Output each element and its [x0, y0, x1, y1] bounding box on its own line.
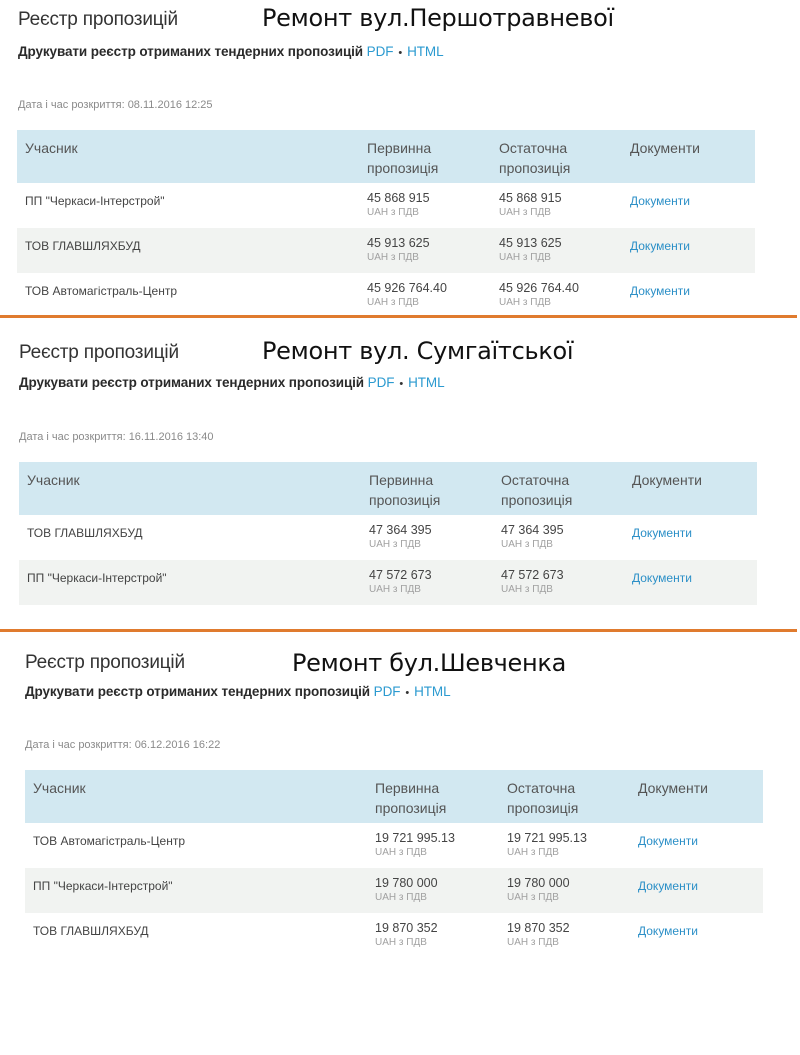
final-offer: [499, 281, 579, 310]
final-amount: 45 868 915: [499, 191, 562, 205]
registry-title: Реєстр пропозицій: [18, 9, 178, 30]
registry-title: Реєстр пропозицій: [25, 652, 185, 673]
print-registry-line: [25, 684, 451, 699]
project-title: Ремонт вул. Сумгаїтської: [262, 337, 574, 365]
final-amount: 45 913 625: [499, 236, 562, 250]
section-divider: [0, 629, 797, 632]
table-header: [19, 462, 757, 515]
open-date: Дата і час розкриття: 06.12.2016 16:22: [25, 739, 221, 751]
column-participant: Учасник: [33, 780, 86, 796]
participant-name: ТОВ Автомагістраль-Центр: [33, 834, 186, 848]
documents-link[interactable]: Документи: [638, 834, 698, 848]
initial-amount: 19 721 995.13: [375, 831, 455, 845]
bids-table: [17, 130, 755, 318]
currency-note: UAH з ПДВ: [367, 207, 419, 218]
tender-section-2: [0, 330, 800, 630]
currency-note: UAH з ПДВ: [369, 584, 421, 595]
initial-offer: [369, 523, 432, 552]
print-registry-line: [18, 44, 444, 59]
table-row: [17, 228, 755, 273]
column-initial-offer: [367, 138, 438, 178]
pdf-link[interactable]: PDF: [366, 44, 394, 59]
table-row: [25, 868, 763, 913]
participant-name: ТОВ ГЛАВШЛЯХБУД: [33, 924, 149, 938]
final-amount: 47 572 673: [501, 568, 564, 582]
initial-offer: [367, 191, 430, 220]
table-row: [17, 273, 755, 318]
column-initial-offer: [375, 778, 446, 818]
final-amount: 19 721 995.13: [507, 831, 587, 845]
final-offer: [507, 921, 570, 950]
tender-section-3: [0, 640, 800, 960]
currency-note: UAH з ПДВ: [507, 892, 559, 903]
column-participant: Учасник: [25, 140, 78, 156]
print-registry-label: Друкувати реєстр отриманих тендерних пропозицій: [19, 375, 365, 390]
participant-name: ТОВ ГЛАВШЛЯХБУД: [27, 526, 143, 540]
currency-note: UAH з ПДВ: [507, 937, 559, 948]
initial-offer: [367, 281, 447, 310]
documents-link[interactable]: Документи: [638, 879, 698, 893]
column-documents: Документи: [638, 780, 708, 796]
section-divider: [0, 315, 797, 318]
column-initial-line1: Первинна: [369, 472, 434, 488]
column-final-offer: [499, 138, 570, 178]
table-row: [17, 183, 755, 228]
documents-link[interactable]: Документи: [630, 239, 690, 253]
currency-note: UAH з ПДВ: [501, 584, 553, 595]
print-registry-label: Друкувати реєстр отриманих тендерних пропозицій: [18, 44, 364, 59]
currency-note: UAH з ПДВ: [507, 847, 559, 858]
documents-link[interactable]: Документи: [632, 526, 692, 540]
initial-offer: [375, 876, 438, 905]
currency-note: UAH з ПДВ: [499, 297, 551, 308]
participant-name: ПП "Черкаси-Інтерстрой": [27, 571, 167, 585]
tender-section-1: [0, 0, 800, 320]
final-amount: 45 926 764.40: [499, 281, 579, 295]
open-date: Дата і час розкриття: 16.11.2016 13:40: [19, 431, 214, 443]
bids-table: [25, 770, 763, 958]
participant-name: ТОВ Автомагістраль-Центр: [25, 284, 178, 298]
column-documents: Документи: [630, 140, 700, 156]
table-header: [25, 770, 763, 823]
final-offer: [499, 236, 562, 265]
participant-name: ТОВ ГЛАВШЛЯХБУД: [25, 239, 141, 253]
initial-amount: 47 364 395: [369, 523, 432, 537]
final-offer: [499, 191, 562, 220]
participant-name: ПП "Черкаси-Інтерстрой": [25, 194, 165, 208]
initial-offer: [375, 831, 455, 860]
initial-amount: 19 780 000: [375, 876, 438, 890]
participant-name: ПП "Черкаси-Інтерстрой": [33, 879, 173, 893]
table-row: [19, 515, 757, 560]
column-initial-line2: пропозиція: [367, 160, 439, 176]
html-link[interactable]: HTML: [407, 44, 444, 59]
pdf-link[interactable]: PDF: [373, 684, 401, 699]
column-initial-line2: пропозиція: [369, 492, 441, 508]
table-row: [25, 913, 763, 958]
html-link[interactable]: HTML: [408, 375, 445, 390]
currency-note: UAH з ПДВ: [499, 252, 551, 263]
documents-link[interactable]: Документи: [630, 194, 690, 208]
registry-title: Реєстр пропозицій: [19, 342, 179, 363]
final-offer: [501, 523, 564, 552]
documents-link[interactable]: Документи: [632, 571, 692, 585]
column-final-line1: Остаточна: [499, 140, 568, 156]
column-initial-line1: Первинна: [367, 140, 432, 156]
project-title: Ремонт вул.Першотравневої: [262, 4, 614, 32]
documents-link[interactable]: Документи: [630, 284, 690, 298]
column-final-offer: [501, 470, 572, 510]
bullet-separator: •: [398, 47, 403, 59]
table-row: [25, 823, 763, 868]
column-final-line1: Остаточна: [501, 472, 570, 488]
initial-amount: 19 870 352: [375, 921, 438, 935]
column-final-line2: пропозиція: [501, 492, 573, 508]
final-offer: [507, 831, 587, 860]
column-initial-offer: [369, 470, 440, 510]
initial-amount: 45 868 915: [367, 191, 430, 205]
documents-link[interactable]: Документи: [638, 924, 698, 938]
bullet-separator: •: [399, 378, 404, 390]
currency-note: UAH з ПДВ: [367, 297, 419, 308]
bids-table: [19, 462, 757, 605]
final-amount: 19 780 000: [507, 876, 570, 890]
currency-note: UAH з ПДВ: [499, 207, 551, 218]
final-offer: [507, 876, 570, 905]
open-date: Дата і час розкриття: 08.11.2016 12:25: [18, 99, 213, 111]
final-amount: 47 364 395: [501, 523, 564, 537]
initial-amount: 45 926 764.40: [367, 281, 447, 295]
bullet-separator: •: [405, 687, 410, 699]
column-initial-line2: пропозиція: [375, 800, 447, 816]
column-initial-line1: Первинна: [375, 780, 440, 796]
initial-offer: [375, 921, 438, 950]
column-final-offer: [507, 778, 578, 818]
final-offer: [501, 568, 564, 597]
project-title: Ремонт бул.Шевченка: [292, 649, 567, 677]
currency-note: UAH з ПДВ: [375, 937, 427, 948]
table-header: [17, 130, 755, 183]
print-registry-line: [19, 375, 445, 390]
currency-note: UAH з ПДВ: [367, 252, 419, 263]
column-documents: Документи: [632, 472, 702, 488]
currency-note: UAH з ПДВ: [369, 539, 421, 550]
initial-amount: 47 572 673: [369, 568, 432, 582]
pdf-link[interactable]: PDF: [367, 375, 395, 390]
currency-note: UAH з ПДВ: [375, 892, 427, 903]
currency-note: UAH з ПДВ: [375, 847, 427, 858]
html-link[interactable]: HTML: [414, 684, 451, 699]
initial-amount: 45 913 625: [367, 236, 430, 250]
final-amount: 19 870 352: [507, 921, 570, 935]
initial-offer: [367, 236, 430, 265]
column-final-line1: Остаточна: [507, 780, 576, 796]
column-participant: Учасник: [27, 472, 80, 488]
column-final-line2: пропозиція: [499, 160, 571, 176]
table-row: [19, 560, 757, 605]
print-registry-label: Друкувати реєстр отриманих тендерних пропозицій: [25, 684, 371, 699]
initial-offer: [369, 568, 432, 597]
column-final-line2: пропозиція: [507, 800, 579, 816]
currency-note: UAH з ПДВ: [501, 539, 553, 550]
